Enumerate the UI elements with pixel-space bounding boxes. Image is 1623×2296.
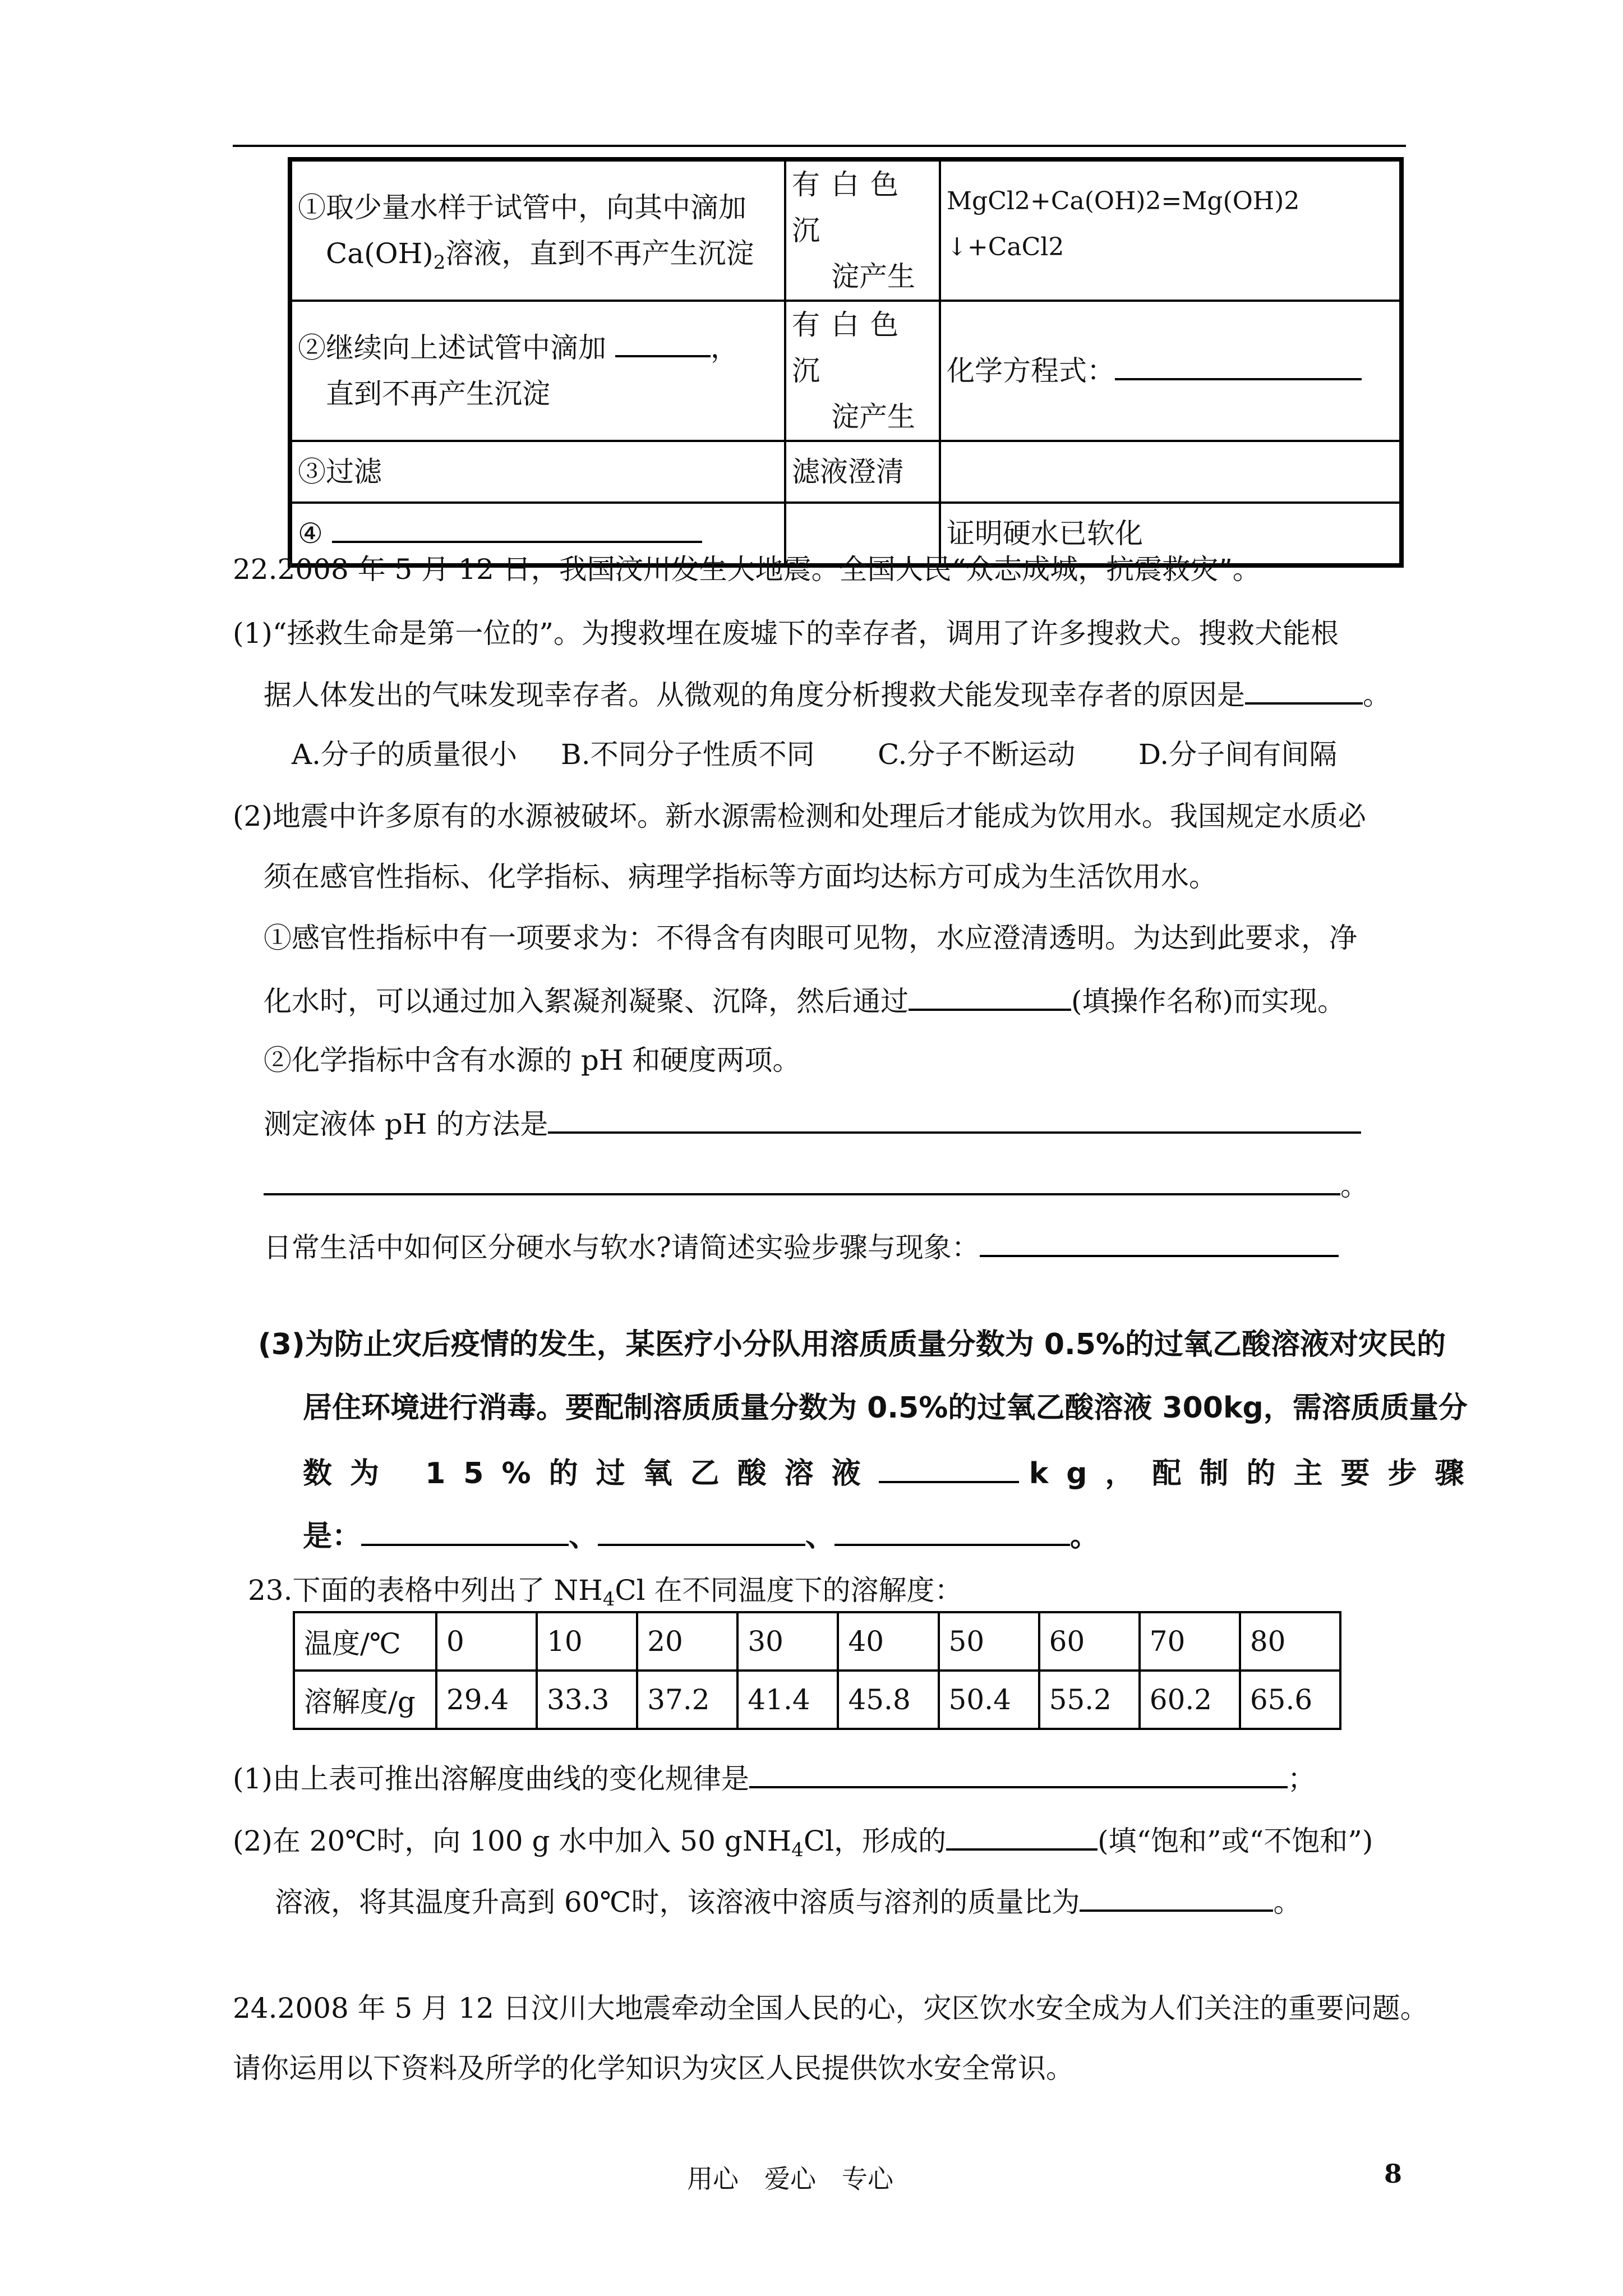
answer-blank[interactable] bbox=[879, 1452, 1019, 1483]
step-text: ③过滤 bbox=[298, 455, 382, 488]
question-22-title: 22.2008 年 5 月 12 日，我国汶川发生大地震。全国人民“众志成城，抗震救灾”。 bbox=[233, 553, 1261, 586]
reagent-text: Ca(OH) bbox=[326, 237, 434, 270]
question-text: (2)在 20℃时，向 100 g 水中加入 50 gNH bbox=[233, 1825, 792, 1857]
chemical-equation: MgCl2+Ca(OH)2=Mg(OH)2 ↓+CaCl2 bbox=[947, 187, 1300, 261]
table-cell: 60 bbox=[1039, 1612, 1140, 1671]
option-c[interactable]: C.分子不断运动 bbox=[878, 738, 1076, 771]
punctuation: ； bbox=[1287, 1763, 1316, 1795]
question-22-part3-line3 bbox=[303, 1452, 1482, 1493]
table-row-solubility bbox=[294, 1671, 1340, 1729]
equation-cell bbox=[940, 301, 1401, 441]
row-header: 温度/℃ bbox=[294, 1612, 436, 1671]
punctuation: 。 bbox=[1363, 679, 1391, 711]
table-cell: 50 bbox=[939, 1612, 1039, 1671]
observation-text: 滤液澄清 bbox=[792, 455, 904, 488]
question-text: 据人体发出的气味发现幸存者。从微观的角度分析搜救犬能发现幸存者的原因是 bbox=[264, 679, 1245, 711]
question-22-part1: (1)“拯救生命是第一位的”。为搜救埋在废墟下的幸存者，调用了许多搜救犬。搜救犬能根 bbox=[233, 617, 1339, 650]
subscript: 4 bbox=[602, 1588, 615, 1611]
question-text: 数为 15%的过氧乙酸溶液 bbox=[303, 1457, 879, 1490]
table-cell: 10 bbox=[537, 1612, 637, 1671]
step-text-continued bbox=[298, 231, 778, 277]
observation-text: 有白色沉 bbox=[792, 309, 910, 387]
table-row bbox=[290, 159, 1401, 301]
question-text: 23.下面的表格中列出了 NH bbox=[248, 1574, 603, 1607]
question-22-part2-item1-continued bbox=[264, 979, 1345, 1021]
answer-blank[interactable] bbox=[946, 1819, 1098, 1851]
separator: 、 bbox=[805, 1520, 835, 1553]
question-text: 溶液，将其温度升高到 60℃时，该溶液中溶质与溶剂的质量比为 bbox=[275, 1886, 1080, 1918]
table-cell: 40 bbox=[838, 1612, 938, 1671]
equation-label: 化学方程式： bbox=[947, 355, 1115, 387]
punctuation: 。 bbox=[1340, 1170, 1368, 1202]
step-cell bbox=[290, 159, 785, 301]
step-text: ④ bbox=[298, 517, 323, 550]
answer-blank[interactable] bbox=[980, 1226, 1339, 1257]
question-23-part2-continued bbox=[275, 1880, 1301, 1922]
table-cell: 60.2 bbox=[1140, 1671, 1240, 1729]
table-cell: 30 bbox=[737, 1612, 838, 1671]
table-cell: 20 bbox=[637, 1612, 737, 1671]
answer-blank[interactable] bbox=[361, 1515, 569, 1546]
table-row-temperature bbox=[294, 1612, 1340, 1671]
table-cell: 0 bbox=[436, 1612, 537, 1671]
observation-text-continued: 淀产生 bbox=[831, 401, 915, 433]
answer-blank[interactable] bbox=[834, 1515, 1070, 1546]
table-cell: 70 bbox=[1140, 1612, 1240, 1671]
question-text: 日常生活中如何区分硬水与软水?请简述实验步骤与现象： bbox=[264, 1231, 980, 1264]
answer-blank[interactable] bbox=[749, 1757, 1288, 1788]
step-text-continued: 直到不再产生沉淀 bbox=[326, 378, 550, 410]
table-cell: 65.6 bbox=[1240, 1671, 1340, 1729]
question-text: 是： bbox=[303, 1520, 362, 1553]
separator: 、 bbox=[569, 1520, 598, 1553]
ph-method-line-2 bbox=[264, 1164, 1368, 1205]
answer-blank[interactable] bbox=[598, 1515, 805, 1546]
question-text: 化水时，可以通过加入絮凝剂凝聚、沉降，然后通过 bbox=[264, 985, 909, 1018]
conclusion-text: 证明硬水已软化 bbox=[947, 517, 1143, 550]
step-text: ②继续向上述试管中滴加 bbox=[298, 332, 606, 364]
observation-cell bbox=[785, 441, 940, 503]
question-22-part3-steps bbox=[303, 1515, 1099, 1556]
observation-text: 有白色沉 bbox=[792, 168, 910, 247]
step-text-rest: 溶液，直到不再产生沉淀 bbox=[445, 237, 754, 270]
answer-blank[interactable] bbox=[1245, 673, 1363, 705]
question-text: 测定液体 pH 的方法是 bbox=[264, 1108, 548, 1140]
answer-blank[interactable] bbox=[264, 1164, 1340, 1195]
answer-blank[interactable] bbox=[548, 1102, 1361, 1134]
question-text-unit: kg，配制的主要步骤 bbox=[1029, 1457, 1482, 1490]
experiment-table bbox=[288, 157, 1404, 568]
question-text-rest: Cl 在不同温度下的溶解度： bbox=[615, 1574, 963, 1607]
question-22-part1-continued bbox=[264, 673, 1391, 715]
question-text: (1)由上表可推出溶解度曲线的变化规律是 bbox=[233, 1763, 749, 1795]
table-cell: 80 bbox=[1240, 1612, 1340, 1671]
question-22-part2-item2: ②化学指标中含有水源的 pH 和硬度两项。 bbox=[264, 1044, 801, 1076]
row-header: 溶解度/g bbox=[294, 1671, 436, 1729]
subscript: 2 bbox=[433, 251, 446, 274]
answer-blank[interactable] bbox=[615, 326, 711, 357]
step-cell bbox=[290, 301, 785, 441]
observation-text-continued: 淀产生 bbox=[831, 260, 915, 293]
table-cell: 45.8 bbox=[838, 1671, 938, 1729]
table-cell: 41.4 bbox=[737, 1671, 838, 1729]
observation-cell bbox=[785, 301, 940, 441]
question-24-line2: 请你运用以下资料及所学的化学知识为灾区人民提供饮水安全常识。 bbox=[233, 2052, 1074, 2085]
option-b[interactable]: B.不同分子性质不同 bbox=[561, 738, 815, 771]
answer-blank[interactable] bbox=[909, 979, 1071, 1011]
question-23-title bbox=[248, 1571, 963, 1610]
option-a[interactable]: A.分子的质量很小 bbox=[292, 738, 518, 771]
punctuation: 。 bbox=[1070, 1520, 1100, 1553]
table-cell: 33.3 bbox=[537, 1671, 637, 1729]
question-text-cont: Cl，形成的 bbox=[803, 1825, 947, 1857]
punctuation: ， bbox=[710, 332, 739, 364]
question-24-line1: 24.2008 年 5 月 12 日汶川大地震牵动全国人民的心，灾区饮水安全成为人们关注的重要问题。 bbox=[233, 1992, 1428, 2024]
punctuation: 。 bbox=[1273, 1886, 1302, 1918]
header-rule bbox=[233, 145, 1406, 147]
equation-cell bbox=[940, 441, 1401, 503]
subscript: 4 bbox=[791, 1839, 804, 1861]
question-text-end: (填操作名称)而实现。 bbox=[1071, 985, 1346, 1018]
equation-cell bbox=[940, 159, 1401, 301]
page-number: 8 bbox=[1384, 2159, 1403, 2189]
table-row bbox=[290, 441, 1401, 503]
table-row bbox=[290, 301, 1401, 441]
observation-cell bbox=[785, 159, 940, 301]
step-cell bbox=[290, 441, 785, 503]
question-23-part2 bbox=[233, 1819, 1373, 1861]
question-text-hint: (填“饱和”或“不饱和”) bbox=[1098, 1825, 1373, 1857]
question-23-part1 bbox=[233, 1757, 1316, 1798]
question-22-part2-continued: 须在感官性指标、化学指标、病理学指标等方面均达标方可成为生活饮用水。 bbox=[264, 861, 1217, 893]
question-22-part3-continued: 居住环境进行消毒。要配制溶质质量分数为 0.5%的过氧乙酸溶液 300kg，需溶质质量分 bbox=[303, 1391, 1468, 1425]
table-cell: 50.4 bbox=[939, 1671, 1039, 1729]
question-22-part3: (3)为防止灾后疫情的发生，某医疗小分队用溶质质量分数为 0.5%的过氧乙酸溶液对灾民的 bbox=[258, 1328, 1446, 1361]
question-22-part2: (2)地震中许多原有的水源被破坏。新水源需检测和处理后才能成为饮用水。我国规定水质必 bbox=[233, 800, 1366, 832]
answer-blank[interactable] bbox=[1115, 349, 1362, 380]
table-cell: 29.4 bbox=[436, 1671, 537, 1729]
option-d[interactable]: D.分子间有间隔 bbox=[1138, 738, 1338, 771]
table-cell: 55.2 bbox=[1039, 1671, 1140, 1729]
ph-method-line bbox=[264, 1102, 1361, 1144]
question-22-part2-item1: ①感官性指标中有一项要求为：不得含有肉眼可见物，水应澄清透明。为达到此要求，净 bbox=[264, 922, 1357, 954]
step-text: ①取少量水样于试管中，向其中滴加 bbox=[298, 191, 746, 224]
answer-blank[interactable] bbox=[332, 512, 702, 543]
answer-blank[interactable] bbox=[1080, 1880, 1273, 1912]
table-cell: 37.2 bbox=[637, 1671, 737, 1729]
solubility-table bbox=[293, 1611, 1341, 1730]
footer-motto: 用心 爱心 专心 bbox=[687, 2164, 893, 2194]
hard-water-question bbox=[264, 1226, 1339, 1267]
